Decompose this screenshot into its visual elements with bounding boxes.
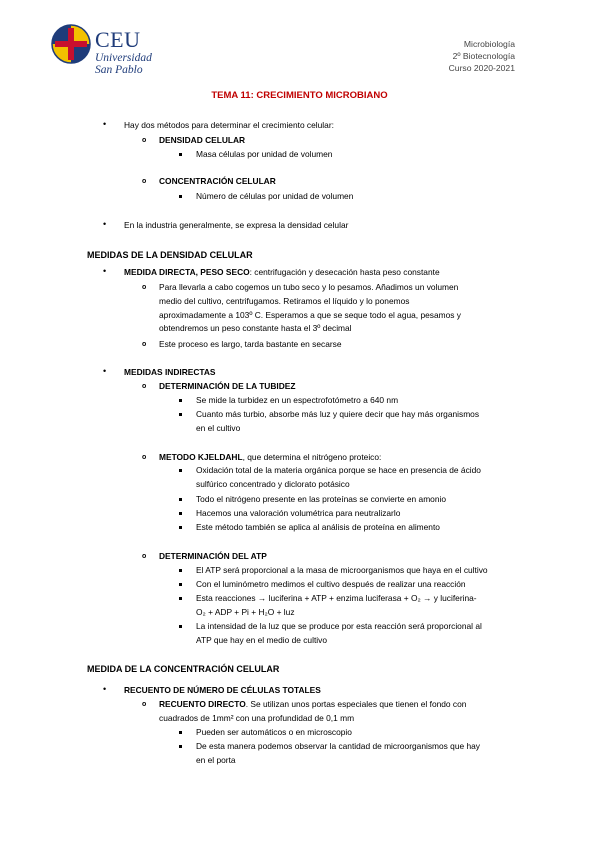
atp-point-1: El ATP será proporcional a la masa de microorganismos que haya en el cultivo <box>196 565 488 575</box>
section-heading-concentration: MEDIDA DE LA CONCENTRACIÓN CELULAR <box>87 664 280 674</box>
atp-point-4-line-1: La intensidad de la luz que se produce por esta reacción será proporcional al <box>196 621 482 631</box>
square-bullet-icon <box>179 195 182 198</box>
kjeldahl-point-3: Hacemos una valoración volumétrica para neutralizarlo <box>196 508 401 518</box>
kjeldahl-point-1-line-2: sulfúrico concentrado y diclorato potásico <box>196 479 350 489</box>
direct-count-line-2: cuadrados de 1mm² con una profundidad de 0,1 mm <box>159 713 355 723</box>
square-bullet-icon <box>179 731 182 734</box>
square-bullet-icon <box>179 597 182 600</box>
kjeldahl-heading <box>159 452 381 463</box>
direct-measure <box>124 267 440 278</box>
atp-point-4-line-2: ATP que hay en el medio de cultivo <box>196 635 327 645</box>
atp-point-2: Con el luminómetro medimos el cultivo después de realizar una reacción <box>196 579 466 589</box>
kjeldahl-desc: , que determina el nitrógeno proteico: <box>242 452 382 462</box>
kjeldahl-label: METODO KJELDAHL <box>159 452 243 462</box>
direct-measure-label: MEDIDA DIRECTA, PESO SECO <box>124 267 250 277</box>
bullet-icon: • <box>103 266 107 276</box>
direct-count-label: RECUENTO DIRECTO <box>159 699 246 709</box>
circle-bullet-icon: o <box>142 178 147 185</box>
logo-university-line: Universidad <box>95 52 152 64</box>
ceu-logo <box>51 24 91 64</box>
ceu-seal-icon <box>51 24 91 64</box>
direct-measure-desc: : centrifugación y desecación hasta peso constante <box>249 267 440 277</box>
course-info <box>449 38 515 74</box>
circle-bullet-icon: o <box>142 284 147 291</box>
circle-bullet-icon: o <box>142 701 147 708</box>
method-density-desc: Masa células por unidad de volumen <box>196 149 333 159</box>
logo-sanpablo-line: San Pablo <box>95 64 143 76</box>
turbidity-point-2-line-2: en el cultivo <box>196 423 241 433</box>
circle-bullet-icon: o <box>142 454 147 461</box>
course-year: 2º Biotecnología <box>452 51 515 61</box>
kjeldahl-point-1-line-1: Oxidación total de la materia orgánica porque se hace en presencia de ácido <box>196 465 481 475</box>
method-density: DENSIDAD CELULAR <box>159 135 246 145</box>
atp-point-3-line-1: Esta reacciones → luciferina + ATP + enzima luciferasa + O₂ → y luciferina- <box>196 593 477 603</box>
square-bullet-icon <box>179 512 182 515</box>
bullet-icon: • <box>103 684 107 694</box>
square-bullet-icon <box>179 413 182 416</box>
direct-count-point-2-line-2: en el porta <box>196 755 236 765</box>
circle-bullet-icon: o <box>142 553 147 560</box>
page-title: TEMA 11: CRECIMIENTO MICROBIANO <box>211 90 388 101</box>
atp-heading: DETERMINACIÓN DEL ATP <box>159 551 267 561</box>
bullet-icon: • <box>103 219 107 229</box>
turbidity-point-1: Se mide la turbidez en un espectrofotómetro a 640 nm <box>196 395 399 405</box>
intro-industry: En la industria generalmente, se expresa la densidad celular <box>124 220 349 230</box>
dry-weight-line-2: medio del cultivo, centrifugamos. Retiramos el líquido y lo ponemos <box>159 296 410 306</box>
direct-count-point-2-line-1: De esta manera podemos observar la cantidad de microorganismos que hay <box>196 741 480 751</box>
square-bullet-icon <box>179 526 182 529</box>
section-heading-density: MEDIDAS DE LA DENSIDAD CELULAR <box>87 250 253 260</box>
method-concentration-desc: Número de células por unidad de volumen <box>196 191 354 201</box>
circle-bullet-icon: o <box>142 341 147 348</box>
turbidity-point-2-line-1: Cuanto más turbio, absorbe más luz y quiere decir que hay más organismos <box>196 409 480 419</box>
kjeldahl-point-4: Este método también se aplica al análisis de proteína en alimento <box>196 522 440 532</box>
method-concentration: CONCENTRACIÓN CELULAR <box>159 176 276 186</box>
bullet-icon: • <box>103 366 107 376</box>
turbidity-heading: DETERMINACIÓN DE LA TUBIDEZ <box>159 381 296 391</box>
direct-count-point-1: Pueden ser automáticos o en microscopio <box>196 727 352 737</box>
dry-weight-line-3: aproximadamente a 103º C. Esperamos a que se seque todo el agua, pesamos y <box>159 310 461 320</box>
dry-weight-line-1: Para llevarla a cabo cogemos un tubo seco y lo pesamos. Añadimos un volumen <box>159 282 459 292</box>
square-bullet-icon <box>179 498 182 501</box>
intro-lead: Hay dos métodos para determinar el crecimiento celular: <box>124 120 334 130</box>
circle-bullet-icon: o <box>142 137 147 144</box>
bullet-icon: • <box>103 119 107 129</box>
direct-count-desc: . Se utilizan unos portas especiales que tienen el fondo con <box>245 699 467 709</box>
indirect-measures: MEDIDAS INDIRECTAS <box>124 367 216 377</box>
atp-point-3-line-2: O₂ + ADP + Pi + H₂O + luz <box>196 607 295 617</box>
square-bullet-icon <box>179 745 182 748</box>
square-bullet-icon <box>179 625 182 628</box>
dry-weight-note: Este proceso es largo, tarda bastante en secarse <box>159 339 342 349</box>
square-bullet-icon <box>179 399 182 402</box>
square-bullet-icon <box>179 569 182 572</box>
total-count-heading: RECUENTO DE NÚMERO DE CÉLULAS TOTALES <box>124 685 321 695</box>
dry-weight-line-4: obtendremos un peso constante hasta el 3º decimal <box>159 323 352 333</box>
circle-bullet-icon: o <box>142 383 147 390</box>
kjeldahl-point-2: Todo el nitrógeno presente en las proteínas se convierte en amonio <box>196 494 447 504</box>
square-bullet-icon <box>179 469 182 472</box>
course-term: Curso 2020-2021 <box>448 63 515 73</box>
direct-count-line-1 <box>159 699 466 710</box>
square-bullet-icon <box>179 153 182 156</box>
square-bullet-icon <box>179 583 182 586</box>
logo-main-text: CEU <box>95 27 141 52</box>
course-subject: Microbiología <box>463 39 515 49</box>
